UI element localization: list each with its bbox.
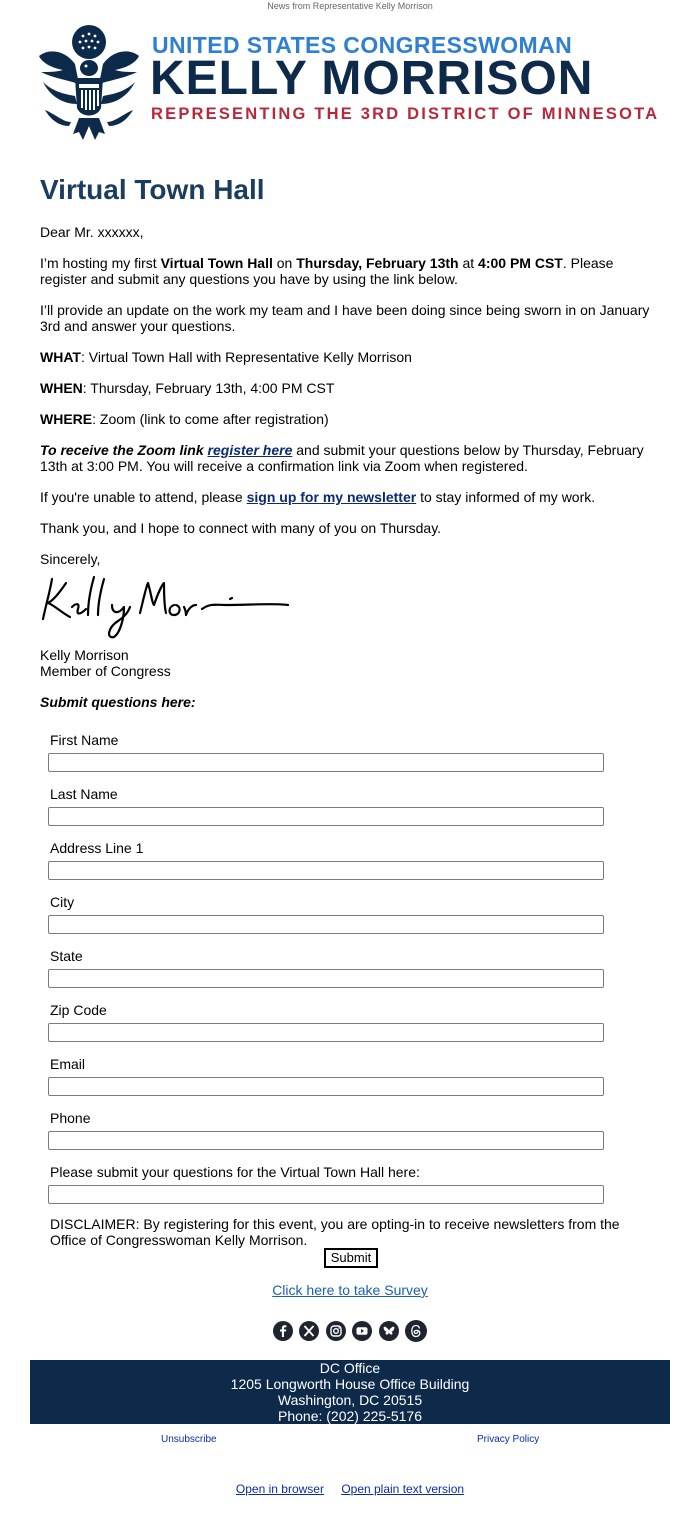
plain-text-link[interactable]: Open plain text version [341,1482,465,1496]
footer-office-name: DC Office [319,1360,381,1376]
footer-address-line2: Washington, DC 20515 [277,1392,423,1408]
open-in-browser-link[interactable]: Open in browser [235,1482,324,1496]
preheader-text: News from Representative Kelly Morrison [267,1,433,11]
state-label: State [50,948,83,964]
survey-link[interactable]: Click here to take Survey [272,1282,428,1298]
youtube-icon[interactable] [352,1321,372,1341]
first-name-input[interactable] [48,753,604,772]
address-input[interactable] [48,861,604,880]
questions-input[interactable] [48,1185,604,1204]
last-name-input[interactable] [48,807,604,826]
phone-input[interactable] [48,1131,604,1150]
questions-form [48,732,654,1268]
state-input[interactable] [48,969,604,988]
last-name-label: Last Name [50,786,118,802]
newsletter-signup-link[interactable]: sign up for my newsletter [246,489,417,505]
questions-label: Please submit your questions for the Virtual Town Hall here: [50,1164,420,1180]
zip-input[interactable] [48,1023,604,1042]
instagram-icon[interactable] [326,1321,346,1341]
phone-label: Phone [50,1110,91,1126]
signature-name: Kelly Morrison [40,647,129,663]
what-line: WHAT: Virtual Town Hall with Representative Kelly Morrison [40,349,412,365]
letter-body [40,172,660,1268]
footer-address-line1: 1205 Longworth House Office Building [230,1376,470,1392]
address-label: Address Line 1 [50,840,144,856]
unsubscribe-link[interactable]: Unsubscribe [161,1434,217,1445]
newsletter-paragraph: If you're unable to attend, please sign up for my newsletter to stay informed of my work. [40,489,596,505]
signature-title: Member of Congress [40,663,171,679]
social-icons [0,1320,700,1342]
submit-row [48,1248,654,1268]
view-options [0,1482,700,1496]
disclaimer-text: DISCLAIMER: By registering for this event, you are opting-in to receive newsletters from the Office of Congresswoman Kelly Morrison. [50,1216,620,1248]
thanks-paragraph: Thank you, and I hope to connect with many of you on Thursday. [40,520,442,536]
zoom-paragraph: To receive the Zoom link register here and submit your questions below by Thursday, February 13th at 3:00 PM. You will receive a confirmation link via Zoom when registered. [40,442,644,474]
banner-district: REPRESENTING THE 3RD DISTRICT OF MINNESOTA [151,105,660,123]
signature-image [40,573,290,643]
closing: Sincerely, [40,551,101,567]
email-input[interactable] [48,1077,604,1096]
threads-icon[interactable] [405,1320,427,1342]
survey-row [0,1282,700,1298]
email-label: Email [50,1056,86,1072]
first-name-label: First Name [50,732,119,748]
great-seal-icon [35,22,143,144]
intro-paragraph: I’m hosting my first Virtual Town Hall on Thursday, February 13th at 4:00 PM CST. Please register and submit any questions you have by using the link below. [40,255,614,287]
facebook-icon[interactable] [273,1321,293,1341]
banner-subtitle: UNITED STATES CONGRESSWOMAN [152,32,573,58]
city-input[interactable] [48,915,604,934]
update-paragraph: I’ll provide an update on the work my team and I have been doing since being sworn in on January 3rd and answer your questions. [40,302,650,334]
city-label: City [50,894,75,910]
bluesky-icon[interactable] [379,1321,399,1341]
page-title: Virtual Town Hall [40,174,265,205]
greeting: Dear Mr. xxxxxx, [40,224,144,240]
where-line: WHERE: Zoom (link to come after registration) [40,411,329,427]
privacy-policy-link[interactable]: Privacy Policy [477,1434,540,1445]
footer-phone: Phone: (202) 225-5176 [278,1408,422,1424]
header-banner [30,20,670,150]
signature-block [40,647,660,679]
form-heading: Submit questions here: [40,694,196,710]
when-line: WHEN: Thursday, February 13th, 4:00 PM CST [40,380,335,396]
register-here-link[interactable]: register here [207,442,293,458]
zip-label: Zip Code [50,1002,107,1018]
banner-name: KELLY MORRISON [150,52,594,105]
submit-button[interactable]: Submit [324,1248,378,1268]
footer-office-bar [30,1360,670,1424]
x-icon[interactable] [299,1321,319,1341]
